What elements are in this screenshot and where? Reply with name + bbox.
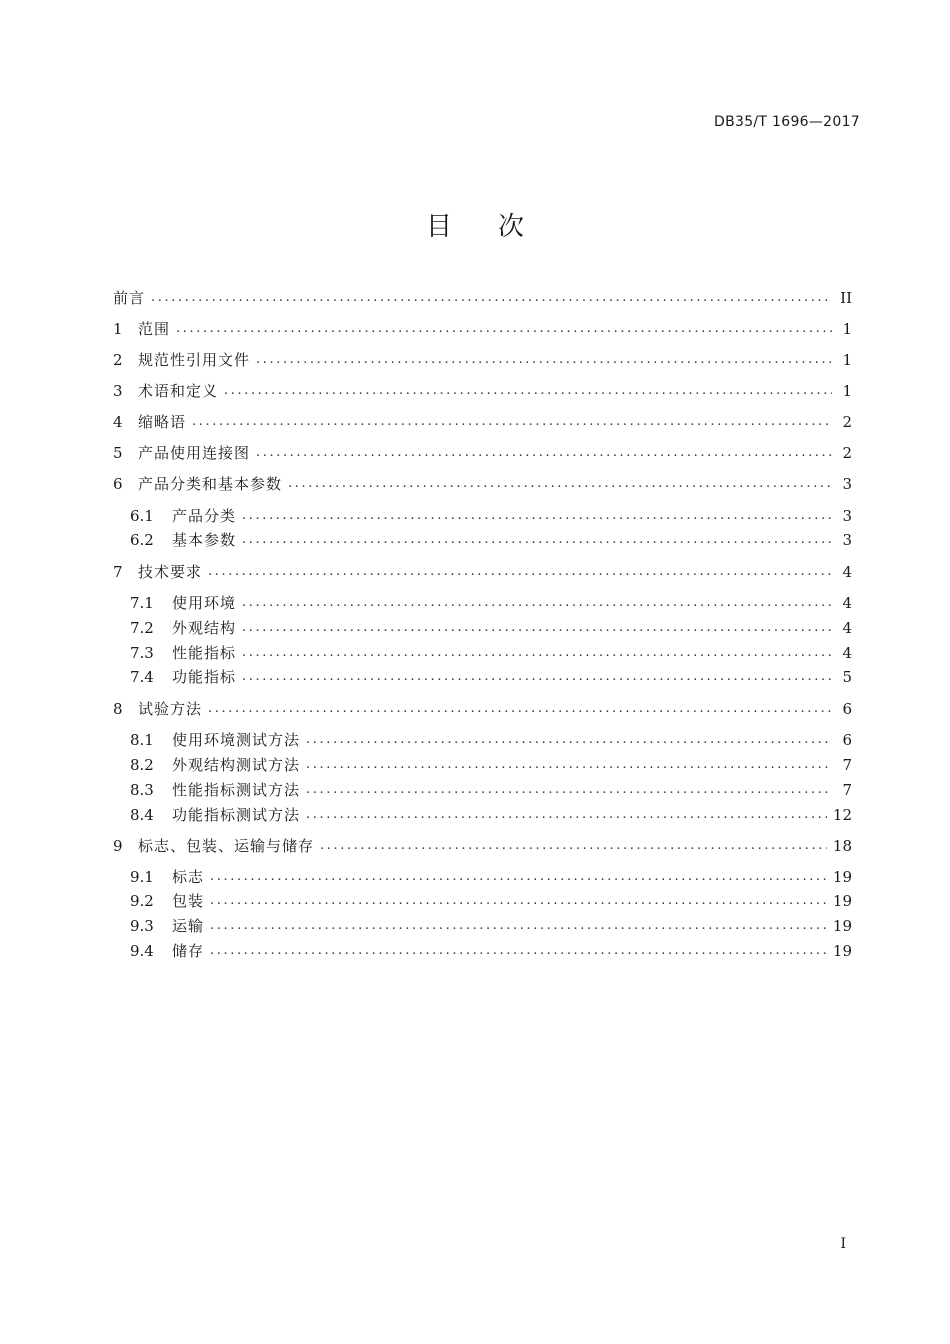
toc-entry[interactable] bbox=[113, 562, 852, 582]
toc-entry[interactable] bbox=[113, 730, 852, 750]
toc-entry-page: 7 bbox=[842, 781, 852, 799]
toc-entry-label: 前言 bbox=[113, 289, 146, 307]
toc-entry-number: 9.4 bbox=[130, 942, 154, 960]
toc-dot-leader bbox=[208, 699, 832, 719]
toc-entry[interactable] bbox=[113, 805, 852, 825]
toc-entry[interactable] bbox=[113, 593, 852, 613]
toc-dot-leader bbox=[208, 562, 832, 582]
toc-entry-label: 缩略语 bbox=[138, 413, 187, 431]
standard-code: DB35/T 1696—2017 bbox=[714, 114, 860, 130]
toc-entry-page: 18 bbox=[832, 837, 852, 855]
toc-dot-leader bbox=[242, 643, 832, 663]
toc-entry-page: 2 bbox=[842, 413, 852, 431]
toc-entry-page: 7 bbox=[842, 756, 852, 774]
toc-dot-leader bbox=[306, 755, 832, 775]
toc-entry-number: 7.4 bbox=[130, 668, 154, 686]
toc-entry-page: 4 bbox=[842, 563, 852, 581]
toc-entry[interactable] bbox=[113, 780, 852, 800]
toc-entry-number: 7 bbox=[113, 563, 123, 581]
toc-dot-leader bbox=[192, 412, 832, 432]
toc-dot-leader bbox=[242, 530, 832, 550]
toc-entry-number: 2 bbox=[113, 351, 123, 369]
toc-entry-label: 外观结构测试方法 bbox=[172, 756, 301, 774]
toc-entry-number: 8.1 bbox=[130, 731, 154, 749]
toc-entry[interactable] bbox=[113, 891, 852, 911]
toc-entry-label: 功能指标 bbox=[172, 668, 237, 686]
toc-entry-page: 5 bbox=[842, 668, 852, 686]
toc-entry-page: 6 bbox=[842, 731, 852, 749]
toc-entry[interactable] bbox=[113, 319, 852, 339]
toc-dot-leader bbox=[224, 381, 832, 401]
toc-dot-leader bbox=[210, 891, 827, 911]
toc-entry-page: 4 bbox=[842, 644, 852, 662]
toc-entry-page: 1 bbox=[842, 351, 852, 369]
toc-entry-number: 9.3 bbox=[130, 917, 154, 935]
toc-entry-label: 标志、包装、运输与储存 bbox=[138, 837, 315, 855]
toc-dot-leader bbox=[210, 916, 827, 936]
toc-entry-page: 19 bbox=[832, 892, 852, 910]
toc-entry-number: 8.2 bbox=[130, 756, 154, 774]
toc-entry-number: 8.3 bbox=[130, 781, 154, 799]
toc-entry-page: 3 bbox=[842, 475, 852, 493]
toc-entry[interactable] bbox=[113, 381, 852, 401]
toc-entry-label: 标志 bbox=[172, 868, 205, 886]
toc-entry[interactable] bbox=[113, 443, 852, 463]
toc-entry-label: 基本参数 bbox=[172, 531, 237, 549]
toc-dot-leader bbox=[306, 805, 827, 825]
toc-entry-label: 功能指标测试方法 bbox=[172, 806, 301, 824]
toc-entry-label: 产品分类 bbox=[172, 507, 237, 525]
toc-entry-number: 6 bbox=[113, 475, 123, 493]
toc-entry[interactable] bbox=[113, 530, 852, 550]
toc-entry-number: 8.4 bbox=[130, 806, 154, 824]
toc-entry[interactable] bbox=[113, 941, 852, 961]
page-title: 目次 bbox=[425, 212, 570, 242]
toc-entry-label: 包装 bbox=[172, 892, 205, 910]
toc-entry-number: 6.2 bbox=[130, 531, 154, 549]
toc-entry-page: 2 bbox=[842, 444, 852, 462]
toc-dot-leader bbox=[306, 730, 832, 750]
toc-dot-leader bbox=[320, 836, 827, 856]
toc-entry-page: 6 bbox=[842, 700, 852, 718]
toc-entry-number: 9.2 bbox=[130, 892, 154, 910]
toc-entry-number: 4 bbox=[113, 413, 123, 431]
toc-dot-leader bbox=[176, 319, 832, 339]
toc-entry-number: 9.1 bbox=[130, 868, 154, 886]
toc-entry-label: 产品使用连接图 bbox=[138, 444, 251, 462]
toc-entry-number: 3 bbox=[113, 382, 123, 400]
toc-entry-label: 规范性引用文件 bbox=[138, 351, 251, 369]
toc-dot-leader bbox=[151, 288, 832, 308]
toc-entry[interactable] bbox=[113, 288, 852, 308]
toc-entry[interactable] bbox=[113, 867, 852, 887]
toc-entry-label: 性能指标 bbox=[172, 644, 237, 662]
toc-dot-leader bbox=[256, 350, 832, 370]
toc-entry-label: 范围 bbox=[138, 320, 171, 338]
toc-entry-label: 外观结构 bbox=[172, 619, 237, 637]
toc-dot-leader bbox=[256, 443, 832, 463]
toc-dot-leader bbox=[306, 780, 832, 800]
toc-entry-page: 1 bbox=[842, 320, 852, 338]
toc-entry-page: 19 bbox=[832, 942, 852, 960]
toc-entry-page: 4 bbox=[842, 594, 852, 612]
toc-entry-page: 3 bbox=[842, 507, 852, 525]
toc-entry-number: 1 bbox=[113, 320, 123, 338]
toc-entry[interactable] bbox=[113, 916, 852, 936]
toc-entry-label: 术语和定义 bbox=[138, 382, 219, 400]
toc-entry-number: 7.3 bbox=[130, 644, 154, 662]
toc-entry-page: II bbox=[840, 289, 852, 307]
toc-entry-number: 8 bbox=[113, 700, 123, 718]
toc-entry[interactable] bbox=[113, 643, 852, 663]
toc-entry-page: 19 bbox=[832, 917, 852, 935]
toc-entry[interactable] bbox=[113, 699, 852, 719]
toc-dot-leader bbox=[242, 667, 832, 687]
toc-entry-label: 使用环境测试方法 bbox=[172, 731, 301, 749]
toc-entry-page: 12 bbox=[832, 806, 852, 824]
toc-dot-leader bbox=[210, 941, 827, 961]
toc-dot-leader bbox=[242, 506, 832, 526]
toc-entry-page: 1 bbox=[842, 382, 852, 400]
toc-entry[interactable] bbox=[113, 755, 852, 775]
toc-entry-page: 19 bbox=[832, 868, 852, 886]
toc-entry-number: 6.1 bbox=[130, 507, 154, 525]
toc-entry-label: 储存 bbox=[172, 942, 205, 960]
toc-dot-leader bbox=[242, 593, 832, 613]
toc-entry[interactable] bbox=[113, 618, 852, 638]
toc-entry-number: 7.2 bbox=[130, 619, 154, 637]
toc-entry-label: 性能指标测试方法 bbox=[172, 781, 301, 799]
toc-entry-label: 运输 bbox=[172, 917, 205, 935]
toc-entry-label: 产品分类和基本参数 bbox=[138, 475, 283, 493]
toc-entry-number: 9 bbox=[113, 837, 123, 855]
toc-entry[interactable] bbox=[113, 836, 852, 856]
toc-entry[interactable] bbox=[113, 506, 852, 526]
toc-entry-label: 试验方法 bbox=[138, 700, 203, 718]
page-number: I bbox=[840, 1236, 846, 1252]
toc-entry-label: 技术要求 bbox=[138, 563, 203, 581]
toc-dot-leader bbox=[288, 474, 832, 494]
toc-entry-label: 使用环境 bbox=[172, 594, 237, 612]
toc-dot-leader bbox=[242, 618, 832, 638]
toc-entry[interactable] bbox=[113, 474, 852, 494]
toc-entry-page: 3 bbox=[842, 531, 852, 549]
toc-entry[interactable] bbox=[113, 350, 852, 370]
toc-entry[interactable] bbox=[113, 412, 852, 432]
toc-entry[interactable] bbox=[113, 667, 852, 687]
toc-entry-page: 4 bbox=[842, 619, 852, 637]
toc-dot-leader bbox=[210, 867, 827, 887]
toc-entry-number: 7.1 bbox=[130, 594, 154, 612]
toc-entry-number: 5 bbox=[113, 444, 123, 462]
